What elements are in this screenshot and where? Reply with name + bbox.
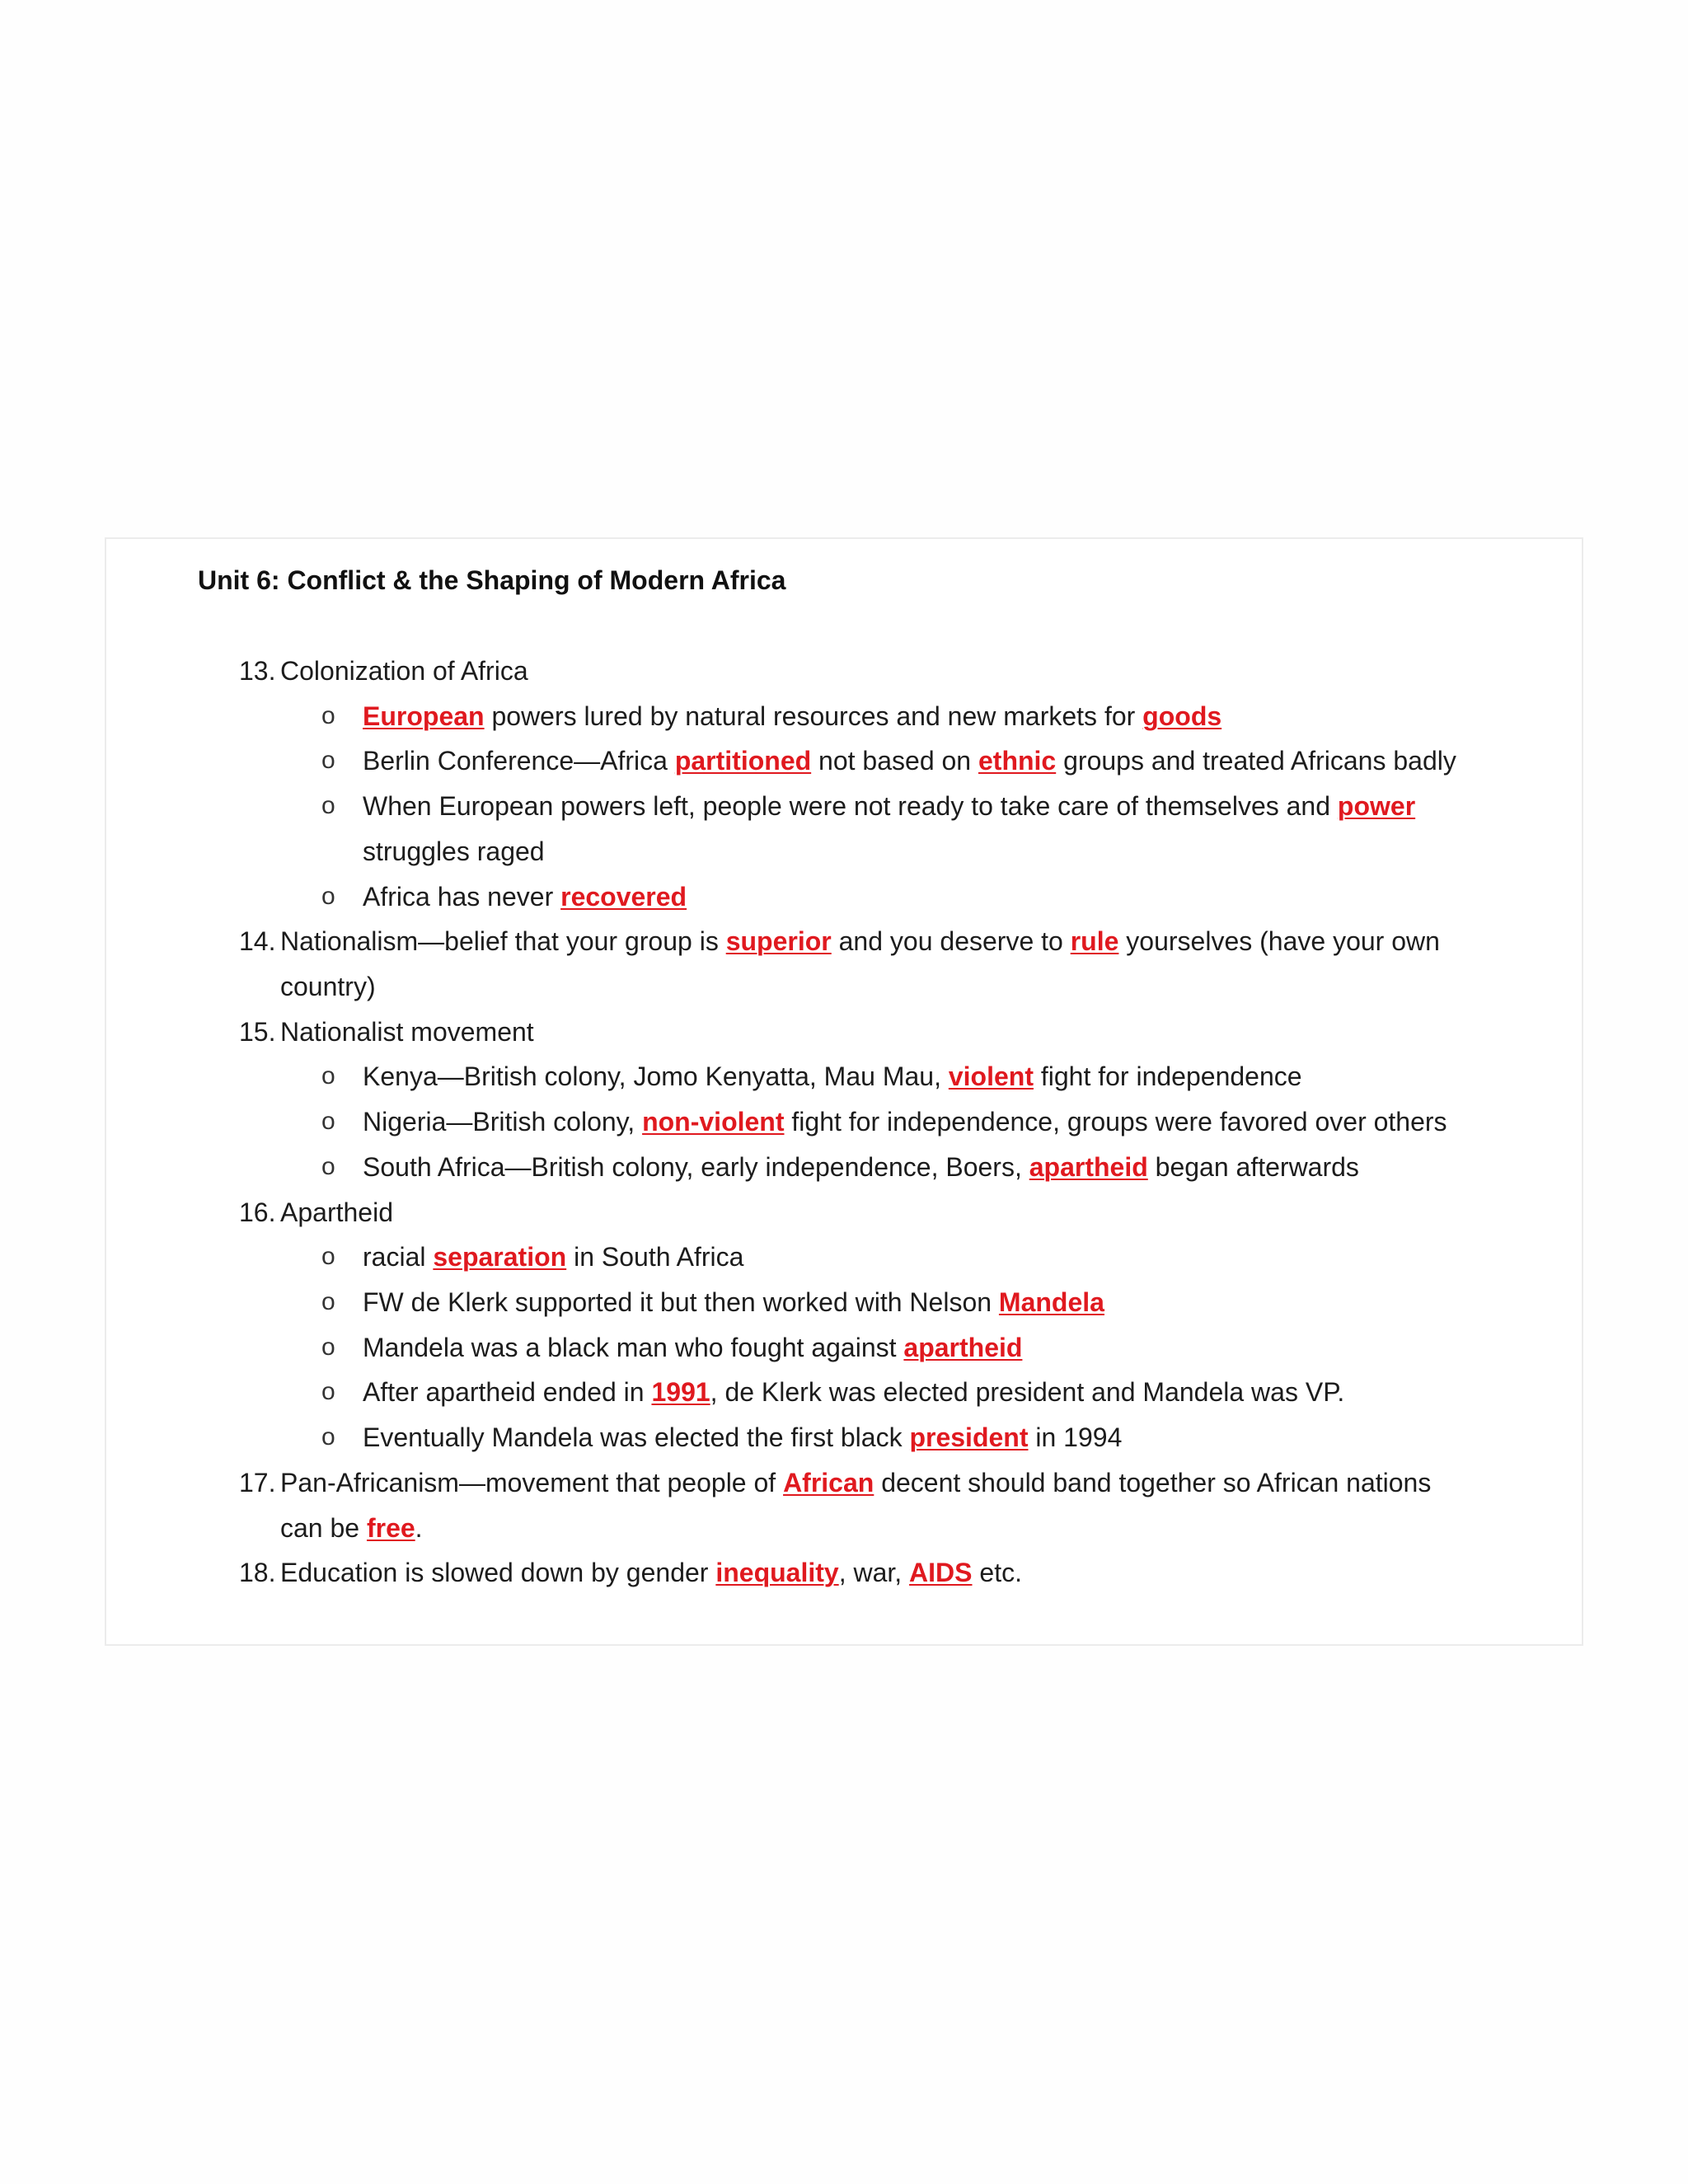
bullet-circle-icon: o	[321, 1153, 335, 1180]
answer-blank: 1991	[651, 1377, 710, 1407]
answer-blank: AIDS	[909, 1558, 973, 1587]
item-text: Nationalist movement	[280, 1017, 534, 1047]
sub-item-text	[363, 1151, 1359, 1183]
sub-item-text	[363, 1421, 1122, 1454]
text-segment: etc.	[972, 1558, 1022, 1587]
sub-item-text	[363, 790, 1415, 823]
text-segment: South Africa—British colony, early independence, Boers,	[363, 1152, 1029, 1182]
text-segment: Kenya—British colony, Jomo Kenyatta, Mau Mau,	[363, 1062, 949, 1091]
answer-blank: power	[1337, 791, 1416, 821]
text-segment: After apartheid ended in	[363, 1377, 652, 1407]
answer-blank: African	[783, 1468, 874, 1497]
answer-blank: president	[909, 1422, 1029, 1452]
text-segment: not based on	[811, 746, 978, 776]
text-segment: Pan-Africanism—movement that people of	[280, 1468, 784, 1497]
item-number: 13.	[239, 656, 276, 686]
bullet-circle-icon: o	[321, 702, 335, 729]
text-segment: Nigeria—British colony,	[363, 1107, 643, 1137]
bullet-circle-icon: o	[321, 792, 335, 819]
answer-blank: violent	[948, 1062, 1034, 1091]
item-text	[280, 1511, 423, 1544]
sub-item-text	[363, 1105, 1447, 1138]
bullet-circle-icon: o	[321, 1378, 335, 1405]
item-number: 15.	[239, 1017, 276, 1047]
answer-blank: free	[366, 1513, 415, 1543]
item-text: Apartheid	[280, 1197, 393, 1227]
bullet-circle-icon: o	[321, 883, 335, 910]
text-segment: Berlin Conference—Africa	[363, 746, 675, 776]
text-segment: in 1994	[1028, 1422, 1123, 1452]
text-segment: , de Klerk was elected president and Mandela was VP.	[710, 1377, 1345, 1407]
text-segment: Education is slowed down by gender	[280, 1558, 716, 1587]
text-segment: fight for independence	[1033, 1062, 1302, 1091]
bullet-circle-icon: o	[321, 1288, 335, 1315]
bullet-circle-icon: o	[321, 1243, 335, 1270]
answer-blank: recovered	[560, 882, 687, 912]
text-segment: .	[415, 1513, 423, 1543]
item-text	[280, 1466, 1431, 1499]
answer-blank: Mandela	[998, 1287, 1104, 1317]
answer-blank: non-violent	[642, 1107, 785, 1137]
answer-blank: ethnic	[978, 746, 1057, 776]
answer-blank: partitioned	[674, 746, 812, 776]
bullet-circle-icon: o	[321, 1333, 335, 1361]
text-segment: racial	[363, 1242, 434, 1272]
answer-blank: rule	[1070, 926, 1119, 956]
text-segment: decent should band together so African nations	[874, 1468, 1432, 1497]
item-number: 18.	[239, 1558, 276, 1587]
sub-item-text	[363, 1286, 1104, 1319]
text-segment: yourselves (have your own	[1118, 926, 1440, 956]
text-segment: struggles raged	[363, 837, 545, 866]
bullet-circle-icon: o	[321, 1423, 335, 1451]
text-segment: fight for independence, groups were favored over others	[784, 1107, 1447, 1137]
answer-blank: inequality	[715, 1558, 839, 1587]
answer-blank: apartheid	[1029, 1152, 1148, 1182]
answer-blank: separation	[433, 1242, 567, 1272]
sub-item-text	[363, 744, 1456, 777]
answer-blank: apartheid	[903, 1333, 1023, 1362]
text-segment: , war,	[838, 1558, 910, 1587]
item-number: 14.	[239, 926, 276, 956]
sub-item-text	[363, 1376, 1344, 1408]
item-text: Colonization of Africa	[280, 656, 528, 686]
answer-blank: superior	[725, 926, 832, 956]
text-segment: Africa has never	[363, 882, 561, 912]
text-segment: groups and treated Africans badly	[1056, 746, 1456, 776]
item-number: 16.	[239, 1197, 276, 1227]
sub-item-text	[363, 700, 1221, 733]
text-segment: Nationalism—belief that your group is	[280, 926, 726, 956]
text-segment: in South Africa	[566, 1242, 744, 1272]
text-segment: powers lured by natural resources and new markets for	[484, 701, 1143, 731]
text-segment: Mandela was a black man who fought against	[363, 1333, 904, 1362]
answer-blank: European	[363, 701, 485, 731]
bullet-circle-icon: o	[321, 1062, 335, 1090]
bullet-circle-icon: o	[321, 1108, 335, 1135]
text-segment: Eventually Mandela was elected the first black	[363, 1422, 910, 1452]
sub-item-text	[363, 1240, 743, 1273]
sub-item-text	[363, 1331, 1022, 1364]
page-title: Unit 6: Conflict & the Shaping of Modern Africa	[198, 565, 786, 595]
text-segment: and you deserve to	[831, 926, 1071, 956]
answer-blank: goods	[1142, 701, 1222, 731]
item-text	[280, 1556, 1022, 1589]
text-segment: FW de Klerk supported it but then worked with Nelson	[363, 1287, 999, 1317]
text-segment: country)	[280, 972, 376, 1001]
text-segment: When European powers left, people were not ready to take care of themselves and	[363, 791, 1338, 821]
sub-item-text	[363, 880, 687, 913]
text-segment: began afterwards	[1147, 1152, 1359, 1182]
item-text	[280, 925, 1440, 958]
bullet-circle-icon: o	[321, 747, 335, 774]
sub-item-text	[363, 1060, 1302, 1093]
text-segment: can be	[280, 1513, 367, 1543]
item-number: 17.	[239, 1468, 276, 1497]
